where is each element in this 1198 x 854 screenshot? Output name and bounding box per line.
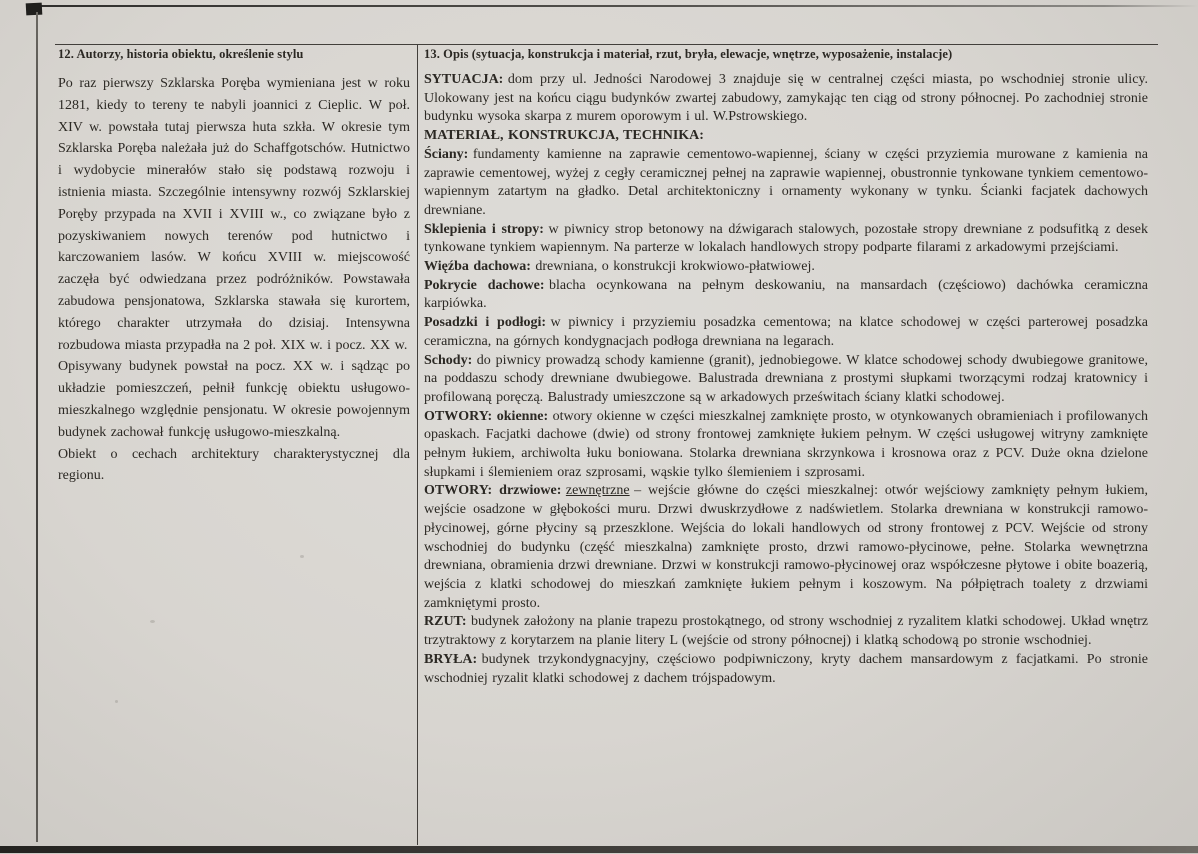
entry-text: w piwnicy i przyziemiu posadzka cementowa; na klatce schodowej w części parterowej posadzka ceramiczna, na górnych kondygnacjach podłoga drewniana na legarach. bbox=[424, 315, 1148, 349]
entry-text: do piwnicy prowadzą schody kamienne (granit), jednobiegowe. W klatce schodowej schody dwubiegowe granitowe, na poddaszu schody drewniane dwubiegowe. Balustrada drewniana z prostymi słupkami tworzącymi rodzaj kratownicy i profilowaną poręczą. Balustrady umieszczone są w arkadowych prześwitach ściany klatki schodowej. bbox=[424, 352, 1148, 405]
description-column bbox=[424, 71, 1148, 688]
entry-text: – wejście główne do części mieszkalnej: otwór wejściowy zamknięty pełnym łukiem, wejście osadzone w głębokości muru. Drzwi dwuskrzydłowe z nadświetlem. Stolarka drewniana w konstrukcji ramowo-płycinowej, górne płyciny są przeszklone. Wejścia do lokali handlowych od strony frontowej z PCV. Wejście od strony wschodniej do budynku (część mieszkalna) zamknięte prosto, drzwi ramowo-płycinowe, pełne. Stolarka wewnętrzna drewniana, obramienia drzwi drewniane. Drzwi w konstrukcji ramowo-płycinowej oraz współczesne płytowe i obite boazerią, wejścia z klatki schodowej do mieszkań zamknięte łukiem pełnym i koszowym. Na półpiętrach toalety z drzwiami zamkniętymi prosto. bbox=[424, 483, 1148, 611]
description-entry-rzut bbox=[424, 613, 1148, 650]
entry-label: Pokrycie dachowe: bbox=[424, 277, 545, 293]
entry-label: Ściany: bbox=[424, 146, 469, 162]
entry-text: dom przy ul. Jedności Narodowej 3 znajduje się w centralnej części miasta, po wschodniej stronie ulicy. Ulokowany jest na końcu ciągu budynków zwartej zabudowy, zamykając ten ciąg od strony północnej. Po zachodniej stronie budynku wysoka skarpa z murem oporowym i ul. W.Pstrowskiego. bbox=[424, 72, 1148, 125]
history-paragraph-1: Po raz pierwszy Szklarska Poręba wymieniana jest w roku 1281, kiedy to tereny te nabyli joannici z Cieplic. W poł. XIV w. powstała tutaj pierwsza huta szkła. W okresie tym Szklarska Poręba należała już do Schaffgotschów. Hutnictwo i wydobycie minerałów stało się podstawą rozwoju i istnienia miasta. Szczególnie intensywny rozwój Szklarskiej Poręby przypada na XVII i XVIII w., co związane było z pozyskiwaniem nowych terenów pod hutnictwo i karczowaniem lasów. W końcu XVIII w. miejscowość zaczęła być odwiedzana przez podróżników. Powstawała zabudowa pensjonatowa, Szklarska stawała się kurortem, którego charakter utrzymała do dzisiaj. Intensywna rozbudowa miasta przypadła na 2 poł. XIX w. i pocz. XX w. bbox=[58, 76, 410, 353]
description-entry-sytuacja bbox=[424, 71, 1148, 127]
scan-artifact bbox=[150, 620, 155, 623]
description-entry-wiezba-dachowa bbox=[424, 258, 1148, 277]
entry-text: drewniana, o konstrukcji krokwiowo-płatwiowej. bbox=[535, 259, 815, 275]
entry-text: blacha ocynkowana na pełnym deskowaniu, na mansardach (częściowo) dachówka ceramiczna karpiówka. bbox=[424, 277, 1148, 312]
entry-label: Sklepienia i stropy: bbox=[424, 221, 544, 237]
description-entry-sklepienia-stropy bbox=[424, 221, 1148, 258]
table-top-border bbox=[55, 44, 1158, 45]
description-entry-sciany bbox=[424, 146, 1148, 221]
scan-artifact bbox=[115, 700, 118, 703]
entry-text: budynek trzykondygnacyjny, częściowo podpiwniczony, kryty dachem mansardowym z facjatkami. Po stronie wschodniej ryzalit klatki schodowej z dachem trójspadowym. bbox=[424, 651, 1148, 686]
scan-artifact bbox=[300, 555, 304, 558]
entry-label: OTWORY: okienne: bbox=[424, 408, 549, 424]
entry-text: w piwnicy strop betonowy na dźwigarach stalowych, pozostałe stropy drewniane z podsufitką z desek tynkowane tynkiem wapiennym. Na parterze w lokalach handlowych stropy podparte filarami z arkadowymi przejściami. bbox=[424, 221, 1148, 256]
entry-label: Schody: bbox=[424, 352, 473, 368]
scan-edge-left bbox=[36, 12, 38, 842]
history-paragraph-2: Opisywany budynek powstał na pocz. XX w. i sądząc po układzie pomieszczeń, pełnił funkcję obiektu usługowo-mieszkalnego względnie pensjonatu. W okresie powojennym budynek zachował funkcję usługowo-mieszkalną. bbox=[58, 359, 410, 440]
description-entry-pokrycie-dachowe bbox=[424, 277, 1148, 314]
entry-sublabel-zewnetrzne: zewnętrzne bbox=[565, 483, 630, 499]
description-entry-schody bbox=[424, 352, 1148, 408]
entry-text: otwory okienne w części mieszkalnej zamknięte prosto, w otynkowanych obramieniach i profilowanych opaskach. Facjatki dachowe (dwie) od strony frontowej zamknięte łukiem pełnym. W części usługowej witryny zamknięte pełnym łukiem, archiwolta łuku boniowana. Stolarka drewniana skrzynkowa i krosnowa oraz z PCV. Duże okna dzielone słupkami i ślemieniem oraz szprosami, wąskie tylko ślemieniem i szprosami. bbox=[424, 408, 1148, 480]
entry-label: MATERIAŁ, KONSTRUKCJA, TECHNIKA: bbox=[424, 128, 704, 144]
description-entry-otwory-okienne bbox=[424, 408, 1148, 483]
history-column bbox=[58, 73, 410, 487]
column-divider bbox=[417, 44, 418, 845]
description-entry-bryla bbox=[424, 651, 1148, 688]
entry-label: Więźba dachowa: bbox=[424, 259, 531, 275]
entry-label: BRYŁA: bbox=[424, 651, 478, 667]
entry-label: OTWORY: drzwiowe: bbox=[424, 483, 562, 499]
description-entry-otwory-drzwiowe bbox=[424, 482, 1148, 613]
scan-corner-mark bbox=[26, 3, 43, 16]
scan-edge-top bbox=[26, 5, 1198, 7]
entry-label: RZUT: bbox=[424, 614, 467, 630]
description-entry-posadzki-podlogi bbox=[424, 314, 1148, 351]
entry-label: SYTUACJA: bbox=[424, 72, 504, 87]
scan-edge-bottom bbox=[0, 846, 1198, 853]
history-paragraph-3: Obiekt o cechach architektury charakterystycznej dla regionu. bbox=[58, 446, 410, 484]
entry-text: budynek założony na planie trapezu prostokątnego, od strony wschodniej z ryzalitem klatki schodowej. Układ wnętrz trzytraktowy z korytarzem na planie litery L (wejście od strony północnej) i klatką schodową po stronie wschodniej. bbox=[424, 614, 1148, 649]
entry-text: fundamenty kamienne na zaprawie cementowo-wapiennej, ściany w części przyziemia murowane z kamienia na zaprawie cementowej, wyżej z cegły ceramicznej pełnej na zaprawie wapiennej, obustronnie tynkowane tynkiem cementowo-wapiennym zatartym na gładko. Detal architektoniczny i ornamenty wykonany w tynku. Ścianki facjatek dachowych drewniane. bbox=[424, 146, 1148, 218]
description-entry-material-konstrukcja-technika bbox=[424, 127, 1148, 146]
section-12-header: 12. Autorzy, historia obiektu, określenie stylu bbox=[58, 47, 304, 61]
entry-label: Posadzki i podłogi: bbox=[424, 315, 547, 331]
section-13-header: 13. Opis (sytuacja, konstrukcja i materiał, rzut, bryła, elewacje, wnętrze, wyposażenie, instalacje) bbox=[424, 47, 953, 61]
